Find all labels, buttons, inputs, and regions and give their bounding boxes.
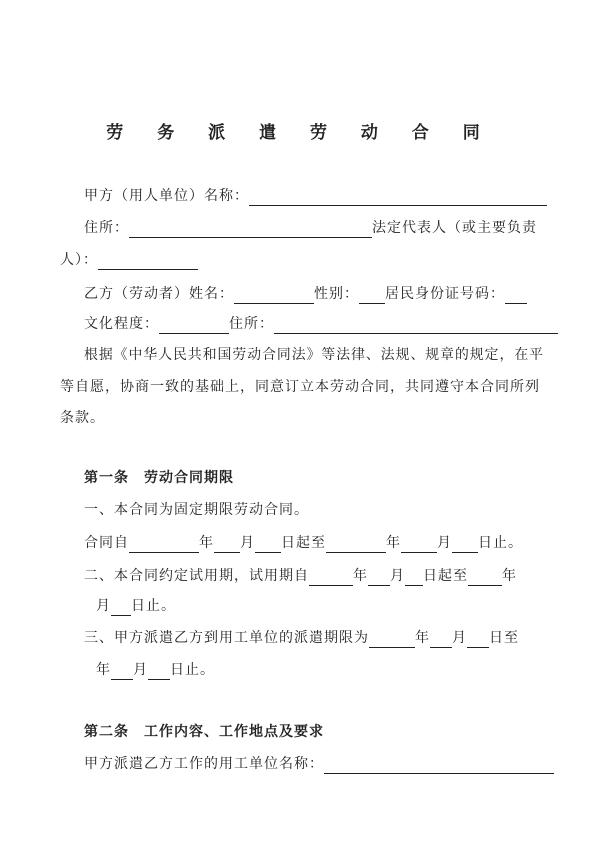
party-a-address-blank[interactable] (129, 221, 372, 238)
month-label: 月 (390, 568, 405, 584)
preamble-line-2 (60, 377, 540, 397)
day-end-label: 日止。 (131, 598, 176, 614)
month-label: 月 (452, 630, 467, 646)
party-a-name-label: 甲方（用人单位）名称： (84, 188, 249, 204)
legal-rep-line (60, 250, 198, 270)
dispatch-term-label: 三、甲方派遣乙方到用工单位的派遣期限为 (84, 630, 369, 646)
party-b-name-label: 乙方（劳动者）姓名： (84, 286, 234, 302)
probation-label: 二、本合同约定试用期，试用期自 (84, 568, 309, 584)
legal-rep-label: 法定代表人（或主要负责 (372, 220, 537, 236)
employer-unit-line (84, 754, 554, 774)
year-label: 年 (415, 630, 430, 646)
party-b-address-blank[interactable] (274, 317, 558, 334)
article-1-clause-1: 一、本合同为固定期限劳动合同。 (84, 502, 309, 518)
party-b-name-line (84, 284, 527, 304)
term-from-label: 合同自 (84, 535, 129, 551)
party-a-address-label: 住所： (84, 220, 129, 236)
id-number-label: 居民身份证号码： (385, 286, 505, 302)
day-from-label: 日起至 (423, 568, 468, 584)
legal-rep-blank[interactable] (98, 253, 198, 270)
education-blank[interactable] (159, 317, 229, 334)
document-title: 劳 务 派 遣 劳 动 合 同 (106, 123, 494, 143)
preamble-line-3 (60, 408, 105, 428)
gender-label: 性别： (314, 286, 359, 302)
end-month-blank[interactable] (401, 536, 437, 553)
probation-line (84, 566, 517, 586)
probation-end-day-blank[interactable] (111, 599, 131, 616)
dispatch-term-line (84, 628, 519, 648)
employer-unit-label: 甲方派遣乙方工作的用工单位名称： (84, 756, 324, 772)
dispatch-start-day-blank[interactable] (467, 631, 489, 648)
education-line (84, 314, 558, 334)
article-2-heading: 第二条 工作内容、工作地点及要求 (84, 724, 324, 740)
month-label: 月 (437, 535, 452, 551)
start-day-blank[interactable] (255, 536, 281, 553)
article-1-heading: 第一条 劳动合同期限 (84, 470, 234, 486)
party-a-name-blank[interactable] (249, 189, 547, 206)
education-label: 文化程度： (84, 316, 159, 332)
end-year-blank[interactable] (326, 536, 386, 553)
party-a-address-line (84, 218, 537, 238)
start-year-blank[interactable] (129, 536, 199, 553)
month-label: 月 (240, 535, 255, 551)
preamble-text-2: 等自愿，协商一致的基础上，同意订立本劳动合同，共同遵守本合同所列 (60, 379, 540, 395)
id-number-blank[interactable] (505, 287, 527, 304)
probation-start-month-blank[interactable] (368, 569, 390, 586)
party-b-name-blank[interactable] (234, 287, 314, 304)
dispatch-end-month-blank[interactable] (111, 663, 133, 680)
probation-start-year-blank[interactable] (309, 569, 353, 586)
year-label: 年 (502, 568, 517, 584)
probation-start-day-blank[interactable] (405, 569, 423, 586)
day-end-label: 日止。 (478, 535, 523, 551)
start-month-blank[interactable] (214, 536, 240, 553)
dispatch-term-line-cont (96, 660, 215, 680)
party-a-name-line (84, 186, 547, 206)
preamble-text-1: 根据《中华人民共和国劳动合同法》等法律、法规、规章的规定，在平 (84, 347, 544, 363)
party-b-address-label: 住所： (229, 316, 274, 332)
dispatch-start-year-blank[interactable] (369, 631, 415, 648)
preamble-text-3: 条款。 (60, 410, 105, 426)
probation-line-cont (96, 596, 176, 616)
year-label: 年 (96, 662, 111, 678)
gender-blank[interactable] (359, 287, 385, 304)
day-from-label: 日起至 (281, 535, 326, 551)
year-label: 年 (353, 568, 368, 584)
day-to-label: 日至 (489, 630, 519, 646)
legal-rep-label-cont: 人）： (60, 252, 98, 268)
probation-end-year-blank[interactable] (468, 569, 502, 586)
day-end-label: 日止。 (170, 662, 215, 678)
contract-term-line (84, 533, 523, 553)
month-label: 月 (96, 598, 111, 614)
dispatch-start-month-blank[interactable] (430, 631, 452, 648)
year-label: 年 (386, 535, 401, 551)
employer-unit-blank[interactable] (324, 757, 554, 774)
preamble-line-1 (84, 345, 549, 365)
year-label: 年 (199, 535, 214, 551)
end-day-blank[interactable] (452, 536, 478, 553)
month-label: 月 (133, 662, 148, 678)
dispatch-end-day-blank[interactable] (148, 663, 170, 680)
